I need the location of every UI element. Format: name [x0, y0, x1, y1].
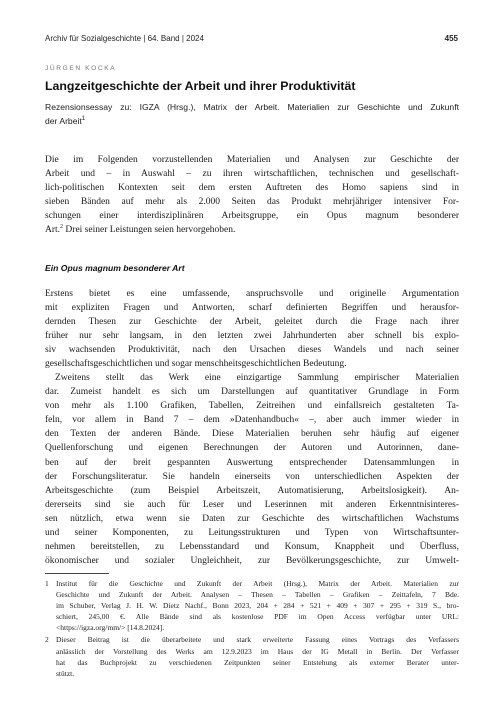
text-line: sieben Bänden auf mehr als 2.000 Seiten das Produkt mehrjähriger intensiver For-: [45, 197, 459, 208]
text-line: Erstens bietet es eine umfassende, anspruchsvolle und originelle Argumentation: [45, 289, 459, 299]
footnote-line: Dieser Beitrag ist die überarbeitete und stark erweiterte Fassung eines Vortrags des Verfassers: [56, 635, 459, 645]
text-line: dernden Thesen zur Geschichte der Arbeit, geleitet durch die Frage nach ihrer: [45, 317, 459, 328]
text-line: von mehr als 1.100 Grafiken, Tabellen, Zeitreihen und einfallsreich gestalteten Ta-: [45, 401, 459, 412]
text-line: dar. Zumeist handelt es sich um Darstellungen auf quantitativer Grundlage in Form: [45, 387, 459, 398]
text-line: ökonomischer und sozialer Ungleichheit, zur Bevölkerungsgeschichte, zur Umwelt-: [45, 556, 459, 567]
text-line: mit expliziten Fragen und Antworten, scharf definierten Begriffen und herausfor-: [45, 303, 459, 314]
text-line: feln, vor allem in Band 7 – dem »Datenhandbuch« –, aber auch immer wieder in: [45, 415, 459, 426]
text-line: der Forschungsliteratur. Sie handeln einerseits von unterschiedlichen Aspekten der: [45, 471, 459, 482]
text-line: nehmen bereitstellen, zu Lebensstandard und Konsum, Knappheit und Überfluss,: [45, 542, 459, 553]
text-line: siv wachsenden Produktivität, nach den Ursachen dieses Wandels und nach seiner: [45, 345, 459, 356]
page-number: 455: [444, 34, 458, 43]
journal-info: Archiv für Sozialgeschichte | 64. Band | 2024: [45, 34, 204, 43]
text-line: lich-politischen Kontexten seit dem ersten Auftreten des Homo sapiens sind in: [45, 183, 459, 194]
footnote-line: stützt.: [56, 668, 75, 678]
footnote-url[interactable]: <https://igza.org/mm/> [14.8.2024].: [56, 623, 165, 633]
text-line: [45, 223, 459, 237]
subtitle-line: [45, 114, 459, 128]
footnote-text: [56, 634, 459, 678]
text-line: Die im Folgenden vorzustellenden Materialien und Analysen zur Geschichte der: [45, 155, 459, 165]
footnote-line: Geschichte und Zukunft der Arbeit. Analysen – Thesen – Tabellen – Grafiken – Zeittafeln, 7 Bde.: [56, 590, 459, 600]
article-subtitle: [45, 100, 459, 128]
footnote-number: 2: [45, 635, 49, 645]
running-head: [45, 34, 458, 43]
text-line: den Texten der anderen Bände. Diese Materialien beruhen sehr häufig auf eigener: [45, 429, 459, 440]
text-line-start: Art.: [45, 225, 61, 236]
subtitle-line-text: der Arbeit: [45, 116, 82, 126]
footnote-marker[interactable]: 1: [81, 116, 86, 123]
text-line: Quellenforschung und eigenen Berechnungen der Autoren und Autorinnen, dane-: [45, 443, 459, 454]
text-line: Zweitens stellt das Werk eine einzigartige Sammlung empirischer Materialien: [55, 373, 459, 383]
text-line: früher nur sehr langsam, in den letzten zwei Jahrhunderten aber schnell bis explo-: [45, 331, 459, 342]
footnote-line: im Schuber, Verlag J. H. W. Dietz Nachf., Bonn 2023, 204 + 284 + 521 + 409 + 307 + 295 + 319 S., bro-: [56, 601, 459, 611]
section-heading: Ein Opus magnum besonderer Art: [45, 263, 185, 273]
subtitle-line: Rezensionsessay zu: IGZA (Hrsg.), Matrix der Arbeit. Materialien zur Geschichte und Zukunft: [45, 102, 459, 112]
text-line: und seiner Komponenten, zu Leitungsstrukturen und Typen von Wirtschaftsunter-: [45, 528, 459, 539]
text-line-rest: Drei seiner Leistungen seien hervorgehoben.: [63, 225, 236, 236]
body-paragraph-1: [45, 287, 459, 372]
article-title: Langzeitgeschichte der Arbeit und ihrer Produktivität: [45, 79, 356, 93]
footnote-divider: [45, 573, 109, 574]
footnote-line: hat das Buchprojekt zu verschiedenen Zeitpunkten seiner Entstehung als externer Berater unter-: [56, 657, 459, 667]
text-line: Arbeit und – in Auswahl – zu ihren wirtschaftlichen, technischen und gesellschaft-: [45, 169, 459, 180]
footnote-line: schiert, 245,00 €. Alle Bände sind als kostenlose PDF im Open Access verfügbar unter URL:: [56, 612, 459, 622]
text-line: dererseits sind sie auch für Leser und Leserinnen mit anderen Erkenntnisinteres-: [45, 499, 459, 510]
footnote-line: anlässlich der Vorstellung des Werks am 12.9.2023 im Haus der IG Metall in Berlin. Der Verfasser: [56, 646, 459, 656]
text-line: Arbeitsgeschichte (zum Beispiel Arbeitszeit, Automatisierung, Arbeitslosigkeit). An-: [45, 485, 459, 496]
text-line: gesellschaftsgeschichtlichen und sogar menschheitsgeschichtlichen Bedeutung.: [45, 359, 347, 370]
text-line: schungen einer interdisziplinären Arbeitsgruppe, ein Opus magnum besonderer: [45, 211, 459, 222]
footnote-number: 1: [45, 579, 49, 588]
body-paragraph-2: [45, 371, 459, 568]
footnotes: [45, 578, 459, 680]
footnote-text: [56, 578, 459, 633]
text-line: sen nützlich, etwa wenn sie Daten zur Geschichte des wirtschaftlichen Wachstums: [45, 513, 459, 524]
footnote-line: Institut für die Geschichte und Zukunft der Arbeit (Hrsg.), Matrix der Arbeit. Materialien zur: [56, 579, 459, 588]
article-author: JÜRGEN KOCKA: [45, 65, 117, 72]
footnote: [45, 634, 459, 678]
footnote-marker[interactable]: 2: [60, 224, 64, 231]
text-line: ben auf der breit gespannten Auswertung entsprechender Datensammlungen in: [45, 457, 459, 468]
footnote: [45, 578, 459, 633]
intro-paragraph: [45, 153, 459, 238]
